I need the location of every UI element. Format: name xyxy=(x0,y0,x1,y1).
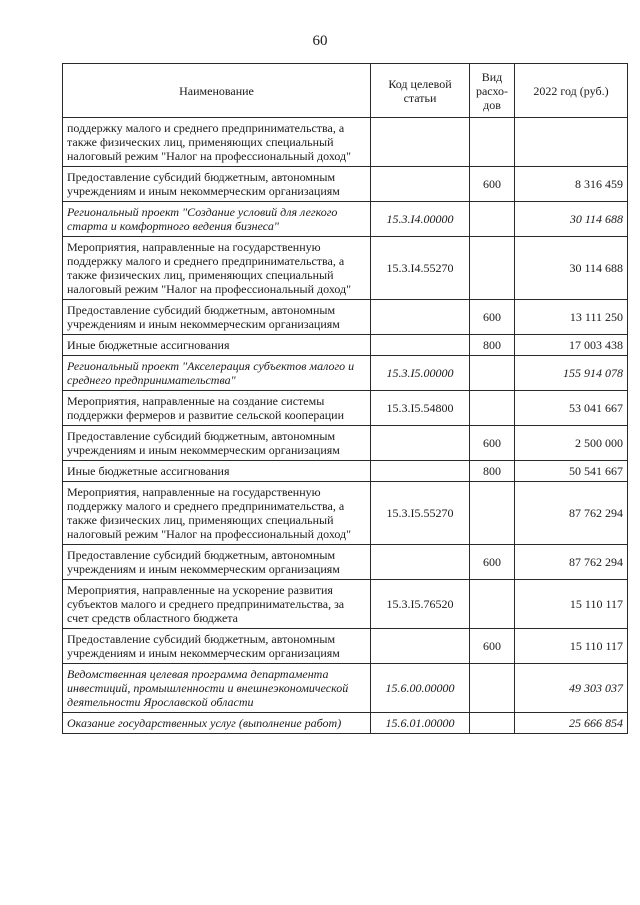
cell-vid xyxy=(470,391,515,426)
table-row xyxy=(63,545,628,580)
cell-name: Мероприятия, направленные на создание системы поддержки фермеров и развитие сельской кооперации xyxy=(63,391,371,426)
cell-amount: 8 316 459 xyxy=(515,167,628,202)
cell-amount: 2 500 000 xyxy=(515,426,628,461)
cell-amount: 87 762 294 xyxy=(515,545,628,580)
cell-name: Мероприятия, направленные на государственную поддержку малого и среднего предпринимательства, а также физических лиц, применяющих специальный налоговый режим "Налог на профессиональный доход" xyxy=(63,482,371,545)
cell-vid: 600 xyxy=(470,167,515,202)
cell-code: 15.3.I4.00000 xyxy=(371,202,470,237)
header-code: Код целевой статьи xyxy=(371,64,470,118)
cell-amount: 17 003 438 xyxy=(515,335,628,356)
cell-vid xyxy=(470,356,515,391)
cell-code xyxy=(371,118,470,167)
cell-amount: 53 041 667 xyxy=(515,391,628,426)
table-row xyxy=(63,118,628,167)
cell-vid xyxy=(470,664,515,713)
table-row xyxy=(63,664,628,713)
page-number: 60 xyxy=(312,33,328,49)
cell-amount: 30 114 688 xyxy=(515,202,628,237)
table-row xyxy=(63,461,628,482)
cell-code xyxy=(371,335,470,356)
table-row xyxy=(63,202,628,237)
cell-vid: 800 xyxy=(470,335,515,356)
cell-vid xyxy=(470,580,515,629)
cell-amount: 15 110 117 xyxy=(515,580,628,629)
table-row xyxy=(63,356,628,391)
table-row xyxy=(63,629,628,664)
table-row xyxy=(63,391,628,426)
table-row xyxy=(63,167,628,202)
cell-amount: 25 666 854 xyxy=(515,713,628,734)
table-row xyxy=(63,482,628,545)
cell-name: Ведомственная целевая программа департамента инвестиций, промышленности и внешнеэкономической деятельности Ярославской области xyxy=(63,664,371,713)
cell-amount: 87 762 294 xyxy=(515,482,628,545)
cell-code: 15.6.00.00000 xyxy=(371,664,470,713)
cell-name: Иные бюджетные ассигнования xyxy=(63,461,371,482)
cell-name: Региональный проект "Акселерация субъектов малого и среднего предпринимательства" xyxy=(63,356,371,391)
cell-name: поддержку малого и среднего предпринимательства, а также физических лиц, применяющих специальный налоговый режим "Налог на профессиональный доход" xyxy=(63,118,371,167)
cell-vid: 600 xyxy=(470,300,515,335)
cell-name: Иные бюджетные ассигнования xyxy=(63,335,371,356)
cell-vid xyxy=(470,713,515,734)
cell-amount: 50 541 667 xyxy=(515,461,628,482)
table-body xyxy=(63,118,628,734)
cell-name: Оказание государственных услуг (выполнение работ) xyxy=(63,713,371,734)
cell-code xyxy=(371,300,470,335)
cell-vid xyxy=(470,202,515,237)
cell-vid: 800 xyxy=(470,461,515,482)
table-row xyxy=(63,237,628,300)
cell-name: Мероприятия, направленные на государственную поддержку малого и среднего предпринимательства, а также физических лиц, применяющих специальный налоговый режим "Налог на профессиональный доход" xyxy=(63,237,371,300)
table-row xyxy=(63,335,628,356)
cell-code: 15.3.I5.54800 xyxy=(371,391,470,426)
cell-code: 15.3.I5.00000 xyxy=(371,356,470,391)
cell-vid xyxy=(470,237,515,300)
header-vid: Вид расхо-дов xyxy=(470,64,515,118)
cell-name: Мероприятия, направленные на ускорение развития субъектов малого и среднего предпринимательства, за счет средств областного бюджета xyxy=(63,580,371,629)
header-amount: 2022 год (руб.) xyxy=(515,64,628,118)
cell-amount xyxy=(515,118,628,167)
cell-code xyxy=(371,461,470,482)
table-row xyxy=(63,426,628,461)
cell-code: 15.6.01.00000 xyxy=(371,713,470,734)
header-name: Наименование xyxy=(63,64,371,118)
budget-table xyxy=(62,63,628,734)
cell-vid: 600 xyxy=(470,545,515,580)
cell-amount: 49 303 037 xyxy=(515,664,628,713)
cell-amount: 30 114 688 xyxy=(515,237,628,300)
cell-code xyxy=(371,545,470,580)
table-row xyxy=(63,713,628,734)
table-header-row xyxy=(63,64,628,118)
cell-code: 15.3.I5.55270 xyxy=(371,482,470,545)
cell-name: Предоставление субсидий бюджетным, автономным учреждениям и иным некоммерческим организациям xyxy=(63,545,371,580)
cell-code xyxy=(371,629,470,664)
cell-name: Предоставление субсидий бюджетным, автономным учреждениям и иным некоммерческим организациям xyxy=(63,300,371,335)
cell-amount: 15 110 117 xyxy=(515,629,628,664)
cell-name: Региональный проект "Создание условий для легкого старта и комфортного ведения бизнеса" xyxy=(63,202,371,237)
cell-code: 15.3.I4.55270 xyxy=(371,237,470,300)
cell-name: Предоставление субсидий бюджетным, автономным учреждениям и иным некоммерческим организациям xyxy=(63,167,371,202)
cell-name: Предоставление субсидий бюджетным, автономным учреждениям и иным некоммерческим организациям xyxy=(63,629,371,664)
cell-vid: 600 xyxy=(470,426,515,461)
cell-code: 15.3.I5.76520 xyxy=(371,580,470,629)
cell-vid xyxy=(470,482,515,545)
cell-amount: 13 111 250 xyxy=(515,300,628,335)
table-row xyxy=(63,580,628,629)
cell-code xyxy=(371,426,470,461)
cell-vid: 600 xyxy=(470,629,515,664)
cell-name: Предоставление субсидий бюджетным, автономным учреждениям и иным некоммерческим организациям xyxy=(63,426,371,461)
cell-amount: 155 914 078 xyxy=(515,356,628,391)
table-row xyxy=(63,300,628,335)
cell-vid xyxy=(470,118,515,167)
cell-code xyxy=(371,167,470,202)
